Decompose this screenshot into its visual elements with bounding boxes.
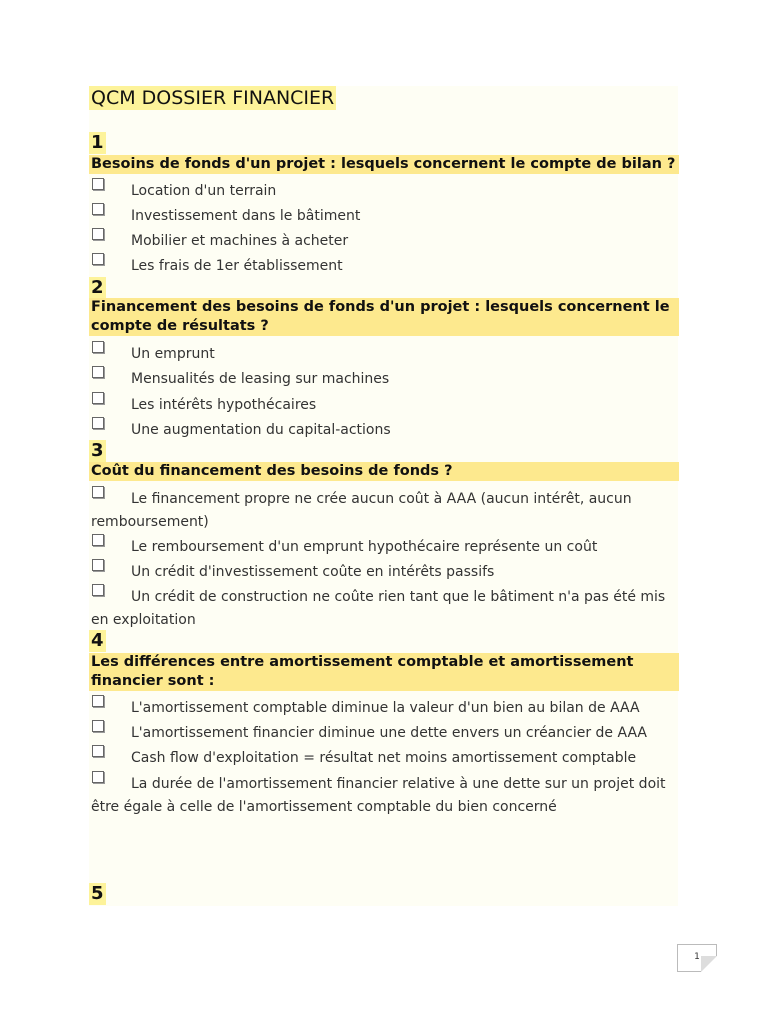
- answer-option[interactable]: Cash flow d'exploitation = résultat net moins amortissement comptable: [91, 747, 675, 770]
- answer-option[interactable]: Location d'un terrain: [91, 180, 675, 203]
- answer-option[interactable]: La durée de l'amortissement financier relative à une dette sur un projet doit être égale à celle de l'amortissement comptable du bien concerné: [91, 773, 675, 819]
- checkbox-icon[interactable]: [92, 720, 104, 732]
- question-text: Financement des besoins de fonds d'un projet : lesquels concernent le compte de résultats ?: [89, 298, 679, 336]
- question-number: 1: [91, 132, 104, 153]
- answer-option[interactable]: Un emprunt: [91, 343, 675, 366]
- checkbox-icon[interactable]: [92, 392, 104, 404]
- answer-option[interactable]: Le financement propre ne crée aucun coût à AAA (aucun intérêt, aucun remboursement): [91, 488, 675, 534]
- answer-option[interactable]: Investissement dans le bâtiment: [91, 205, 675, 228]
- checkbox-icon[interactable]: [92, 745, 104, 757]
- answer-option[interactable]: L'amortissement comptable diminue la valeur d'un bien au bilan de AAA: [91, 697, 675, 720]
- checkbox-icon[interactable]: [92, 486, 104, 498]
- page-number: 1: [694, 952, 700, 962]
- question-text: Coût du financement des besoins de fonds ?: [89, 462, 679, 481]
- answer-option[interactable]: Les frais de 1er établissement: [91, 255, 675, 278]
- checkbox-icon[interactable]: [92, 366, 104, 378]
- answer-option[interactable]: Une augmentation du capital-actions: [91, 419, 675, 442]
- checkbox-icon[interactable]: [92, 253, 104, 265]
- answer-option[interactable]: Un crédit d'investissement coûte en intérêts passifs: [91, 561, 675, 584]
- question-number: 4: [91, 630, 104, 651]
- answer-option[interactable]: Les intérêts hypothécaires: [91, 394, 675, 417]
- document-title: QCM DOSSIER FINANCIER: [91, 87, 335, 109]
- answer-option[interactable]: L'amortissement financier diminue une dette envers un créancier de AAA: [91, 722, 675, 745]
- page-fold-icon: [701, 956, 717, 972]
- answer-option[interactable]: Mobilier et machines à acheter: [91, 230, 675, 253]
- checkbox-icon[interactable]: [92, 584, 104, 596]
- page-number-box: [677, 944, 717, 972]
- answer-option[interactable]: Mensualités de leasing sur machines: [91, 368, 675, 391]
- question-text: Besoins de fonds d'un projet : lesquels concernent le compte de bilan ?: [89, 155, 679, 174]
- checkbox-icon[interactable]: [92, 771, 104, 783]
- checkbox-icon[interactable]: [92, 203, 104, 215]
- checkbox-icon[interactable]: [92, 178, 104, 190]
- answer-option[interactable]: Un crédit de construction ne coûte rien tant que le bâtiment n'a pas été mis en exploitation: [91, 586, 675, 632]
- checkbox-icon[interactable]: [92, 534, 104, 546]
- question-number: 5: [91, 883, 104, 904]
- checkbox-icon[interactable]: [92, 695, 104, 707]
- question-number: 3: [91, 440, 104, 461]
- question-text: Les différences entre amortissement comptable et amortissement financier sont :: [89, 653, 679, 691]
- question-number: 2: [91, 277, 104, 298]
- checkbox-icon[interactable]: [92, 228, 104, 240]
- checkbox-icon[interactable]: [92, 559, 104, 571]
- checkbox-icon[interactable]: [92, 417, 104, 429]
- answer-option[interactable]: Le remboursement d'un emprunt hypothécaire représente un coût: [91, 536, 675, 559]
- checkbox-icon[interactable]: [92, 341, 104, 353]
